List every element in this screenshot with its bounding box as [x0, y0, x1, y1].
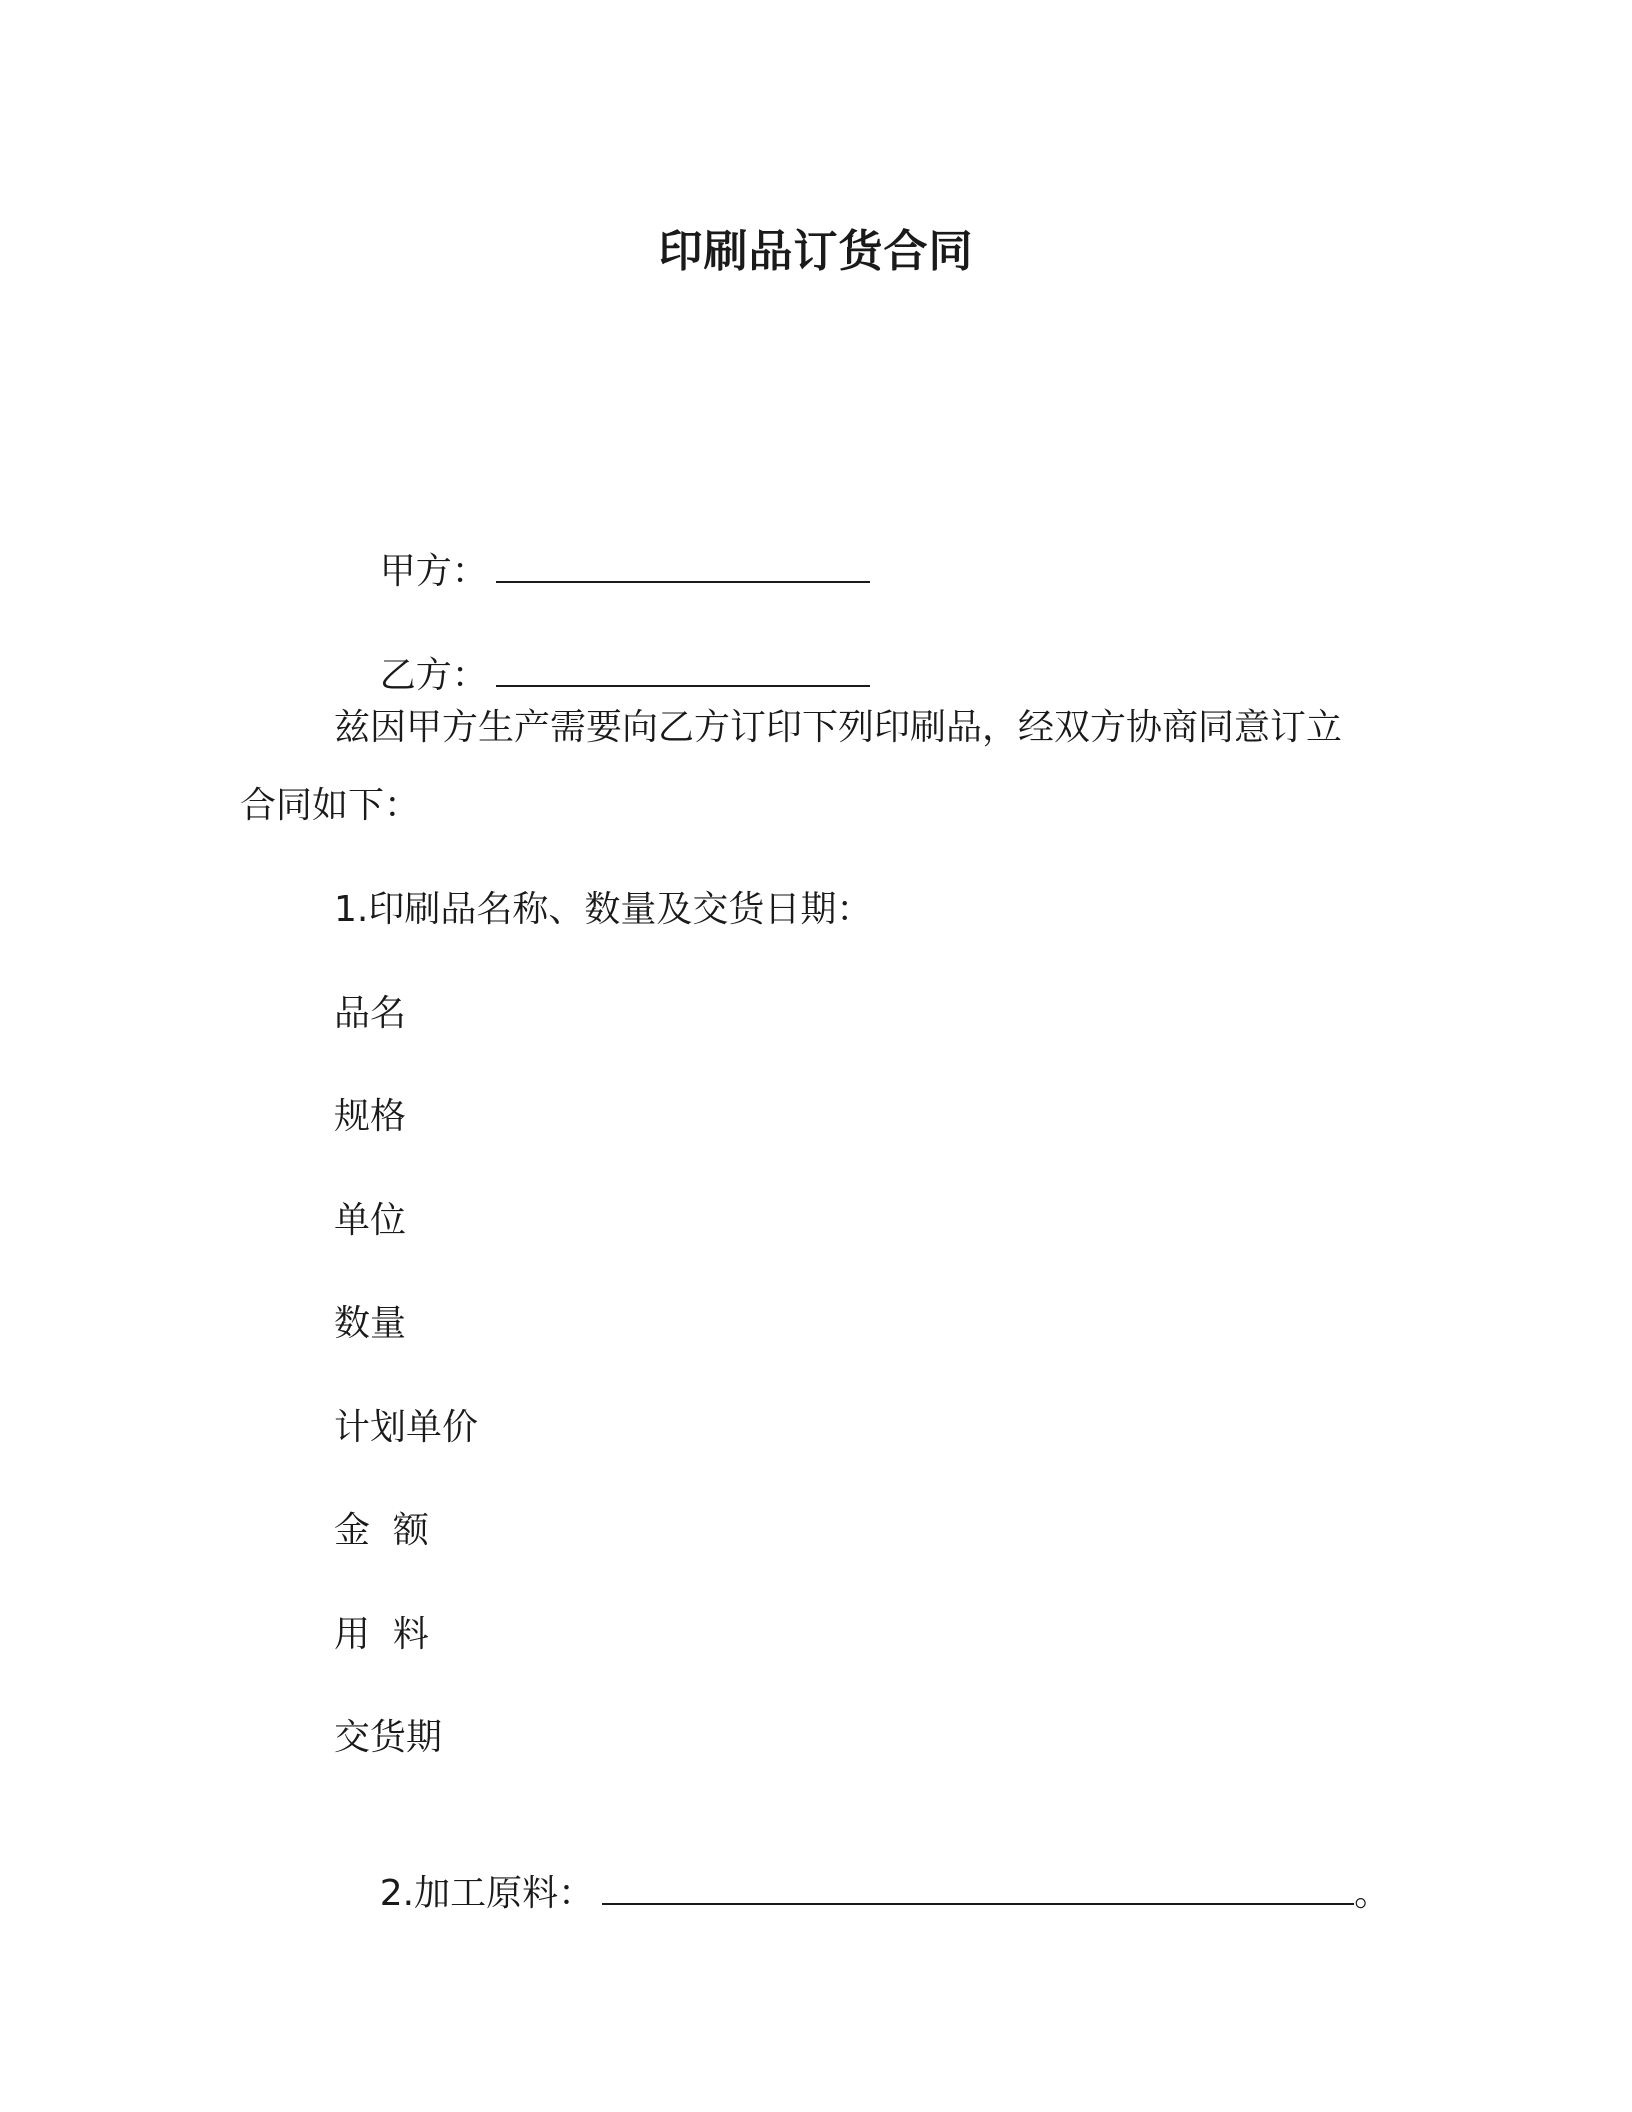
intro-paragraph-line2: 合同如下： [240, 785, 421, 826]
field-product-name: 品名 [334, 993, 407, 1034]
party-a-blank [496, 547, 870, 583]
contract-title: 印刷品订货合同 [658, 226, 974, 277]
party-a-label: 甲方： [379, 551, 488, 592]
field-unit: 单位 [334, 1200, 407, 1241]
intro-paragraph-line1: 兹因甲方生产需要向乙方订印下列印刷品，经双方协商同意订立 [334, 707, 1343, 748]
field-materials: 用 料 [334, 1614, 429, 1655]
field-quantity: 数量 [334, 1303, 407, 1344]
party-b-label: 乙方： [379, 655, 488, 696]
field-amount: 金 额 [334, 1510, 429, 1551]
section2-blank [602, 1869, 1354, 1905]
field-delivery-date: 交货期 [334, 1717, 443, 1758]
section2-line [334, 1816, 1390, 1972]
section1-heading: 1.印刷品名称、数量及交货日期： [334, 889, 873, 930]
field-specification: 规格 [334, 1096, 407, 1137]
party-b-blank [496, 651, 870, 687]
section2-label: 2.加工原料： [379, 1873, 595, 1914]
field-planned-unit-price: 计划单价 [334, 1407, 479, 1448]
section2-suffix: 。 [1354, 1873, 1391, 1914]
